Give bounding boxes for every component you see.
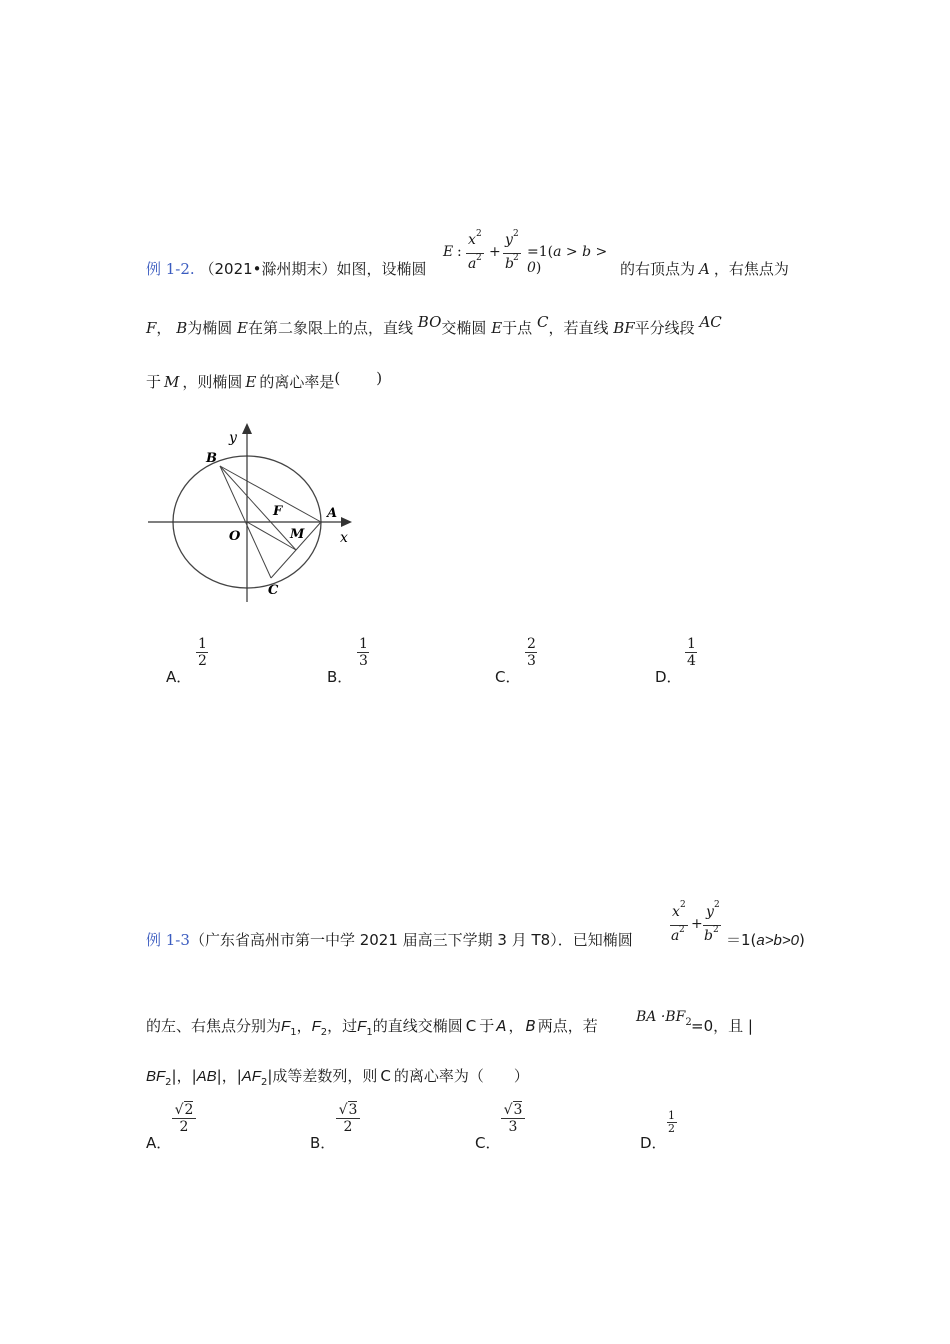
frac-den: 3: [359, 653, 368, 669]
option-a-fraction: √2 2: [172, 1102, 196, 1135]
option-d-label: D．: [655, 668, 682, 686]
point-f: F: [146, 319, 157, 337]
text-l2d: 于: [479, 1017, 495, 1035]
focus-f2: F: [311, 1018, 321, 1035]
ex2-line-1: [146, 259, 427, 279]
frac-num: 2: [527, 636, 536, 652]
eq-a: a: [468, 256, 477, 272]
sub-2-c: 2: [260, 1077, 268, 1088]
eq-rhs: [527, 244, 623, 276]
eq-y: y: [706, 904, 714, 920]
text-right-focus: ，右焦点为: [713, 260, 789, 278]
text-11: 的离心率是: [259, 373, 335, 391]
option-a-fraction: [196, 636, 209, 669]
ex3-options: [0, 1098, 950, 1154]
ex3-line-3: [146, 1066, 529, 1093]
bf2: BF: [146, 1068, 166, 1085]
eq-y-sup: 2: [714, 900, 720, 910]
eq-y: y: [505, 232, 513, 248]
option-c-fraction: [525, 636, 538, 669]
ellipse-e-2: E: [491, 319, 503, 337]
option-c-fraction: √3 3: [501, 1102, 525, 1135]
ex2-line-2: [146, 313, 722, 338]
radicand: 3: [348, 1102, 358, 1118]
point-b: B: [176, 319, 188, 337]
eq-a: a: [671, 928, 680, 944]
frac-den: 2: [179, 1119, 189, 1135]
option-a-label: A．: [166, 668, 192, 686]
line-bo: BO: [417, 313, 442, 331]
text-l3c: |，|: [216, 1067, 242, 1085]
eq-e: E: [443, 244, 454, 260]
point-c: C: [536, 313, 549, 331]
ex3-line-2-tail: [691, 1016, 753, 1036]
eq-x: x: [672, 904, 680, 920]
text-8: 平分线段: [634, 319, 695, 337]
ex3-vector: [636, 1006, 692, 1033]
point-a: A: [699, 260, 710, 278]
ellipse-e-3: E: [245, 373, 257, 391]
ex3-line-1: [146, 930, 633, 950]
eq-rhs-text: =1(: [527, 244, 554, 260]
text-right-vertex: 的右顶点为: [620, 260, 696, 278]
line-bf: BF: [613, 319, 635, 337]
af2: AF: [241, 1068, 261, 1085]
text-l2f: 两点，若: [537, 1017, 598, 1035]
example-1-3: [0, 880, 950, 1180]
sub-2-b: 2: [165, 1077, 172, 1088]
ex3-line-1-tail: [726, 930, 805, 951]
eq-b: b: [704, 928, 713, 944]
eq-x-sup: 2: [476, 229, 482, 239]
option-b-label: B．: [327, 668, 353, 686]
eq-b-sup: 2: [513, 253, 519, 263]
option-d-fraction: [685, 636, 698, 669]
ellipse-c-2: C: [380, 1067, 391, 1085]
frac-den: 2: [198, 653, 207, 669]
text-9: 于: [146, 373, 162, 391]
segment-b-a: [220, 466, 321, 522]
eq-x-sup: 2: [680, 900, 686, 910]
comma: ，: [156, 319, 172, 337]
text-l2e: ，: [508, 1017, 524, 1035]
eq-rhs: ＝1(: [726, 931, 757, 949]
ellipse-figure: [140, 420, 370, 610]
source-text-2: （广东省高州市第一中学 2021 届高三下学期 3 月 T8）．已知椭圆: [189, 931, 633, 949]
text-5: 交椭圆: [441, 319, 487, 337]
text-l3d: |成等差数列，则: [267, 1067, 378, 1085]
paren-open: (: [334, 369, 341, 387]
eq-plus: +: [691, 916, 703, 932]
ellipse-e: E: [237, 319, 248, 337]
segment-o-m: [247, 522, 296, 550]
sub-1-b: 1: [366, 1027, 373, 1038]
eq-cond: a > b > 0: [527, 244, 608, 276]
label-b: B: [206, 451, 217, 466]
eq-b-sup: 2: [713, 925, 719, 935]
focus-f1-b: F: [357, 1018, 367, 1035]
point-m: M: [164, 373, 180, 391]
option-d-label: D．: [640, 1134, 667, 1152]
ex3-line-2: [146, 1016, 598, 1043]
ex2-line-3: [146, 369, 383, 392]
eq-colon: :: [457, 244, 462, 260]
eq-close: ): [798, 931, 805, 949]
eq-y-sup: 2: [513, 229, 519, 239]
vector-sub-2: 2: [685, 1017, 692, 1028]
frac-den: 4: [687, 653, 696, 669]
segment-ac: AC: [699, 313, 722, 331]
text-l2a: 的左、右焦点分别为: [146, 1017, 282, 1035]
label-y: y: [229, 430, 237, 446]
x-axis-arrow: [341, 517, 352, 527]
eq-b: b: [505, 256, 514, 272]
focus-f1: F: [281, 1018, 291, 1035]
point-a-2: A: [496, 1017, 507, 1035]
ex2-options: [0, 632, 950, 688]
frac-den: 2: [343, 1119, 353, 1135]
text-10: ，则椭圆: [182, 373, 243, 391]
eq-x: x: [468, 232, 476, 248]
text-6: 于点: [502, 319, 533, 337]
frac-den: 2: [668, 1122, 675, 1135]
eq-a-sup: 2: [679, 925, 685, 935]
ellipse-c: C: [465, 1017, 477, 1035]
text-l2b: ，过: [327, 1017, 358, 1035]
frac-num: 1: [359, 636, 368, 652]
y-axis-arrow: [242, 423, 252, 434]
eq-cond: a>b>0: [756, 932, 799, 949]
radicand: 2: [184, 1102, 194, 1118]
frac-num: 1: [668, 1109, 675, 1122]
text-l3e: 的离心率为（ ）: [393, 1067, 529, 1085]
example-label-2: 例 1-3: [146, 931, 190, 949]
ex2-line-1-tail: [620, 259, 789, 279]
option-d-fraction: [666, 1110, 677, 1135]
text-7: ，若直线: [548, 319, 609, 337]
example-label: 例 1-2.: [146, 260, 195, 278]
frac-den: 3: [527, 653, 536, 669]
eq-plus: +: [489, 244, 501, 260]
label-f: F: [273, 504, 283, 519]
point-b-2: B: [525, 1017, 536, 1035]
source-text: （2021•滁州期末）如图，设椭圆: [199, 260, 427, 278]
option-b-label: B．: [310, 1134, 336, 1152]
option-c-label: C．: [475, 1134, 501, 1152]
text-3: 为椭圆: [187, 319, 233, 337]
label-o: O: [229, 529, 241, 544]
sub-2: 2: [320, 1027, 328, 1038]
option-b-fraction: [357, 636, 370, 669]
frac-num: 1: [687, 636, 696, 652]
ab: AB: [196, 1068, 217, 1085]
ellipse-equation: [443, 229, 623, 276]
option-a-label: A．: [146, 1134, 172, 1152]
text-4: 在第二象限上的点，直线: [248, 319, 414, 337]
eq-close: ): [535, 260, 542, 276]
text-l2c: 的直线交椭圆: [372, 1017, 463, 1035]
text-l2g: =0，且 |: [691, 1017, 753, 1035]
label-m: M: [290, 527, 305, 542]
sub-1: 1: [290, 1027, 297, 1038]
label-c: C: [268, 583, 279, 598]
text-l3b: |，|: [171, 1067, 197, 1085]
option-c-label: C．: [495, 668, 521, 686]
frac-den: 3: [508, 1119, 518, 1135]
eq-a-sup: 2: [476, 253, 482, 263]
option-b-fraction: √3 2: [336, 1102, 360, 1135]
radicand: 3: [513, 1102, 523, 1118]
comma: ，: [296, 1017, 312, 1035]
paren-close: ): [376, 369, 383, 387]
label-x: x: [340, 530, 348, 546]
vector-product: BA ·BF: [636, 1009, 686, 1025]
label-a: A: [327, 506, 338, 521]
frac-num: 1: [198, 636, 207, 652]
